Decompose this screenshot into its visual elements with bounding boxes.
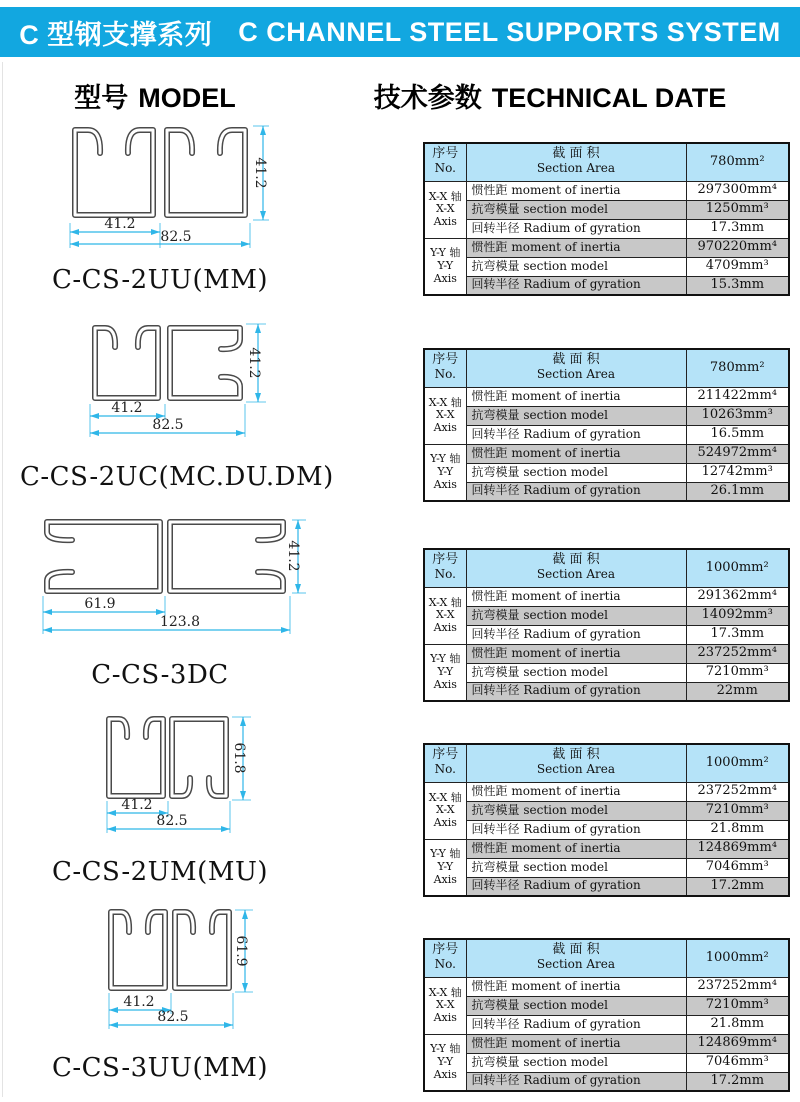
row-label: 抗弯模量 section model (466, 257, 686, 276)
yy-radius-of-gyration: 22mm (686, 682, 789, 701)
page-edge-artifact (2, 62, 3, 1097)
dim-height-label: 41.2 (246, 347, 262, 379)
dim-height-label: 61.8 (231, 742, 247, 774)
row-label: 回转半径 Radium of gyration (466, 625, 686, 644)
yy-moment-of-inertia: 970220mm⁴ (686, 238, 789, 257)
model-label: C-CS-2UC(MC.DU.DM) (20, 462, 334, 492)
xx-axis-cell: X-X 轴 X-X Axis (424, 387, 466, 444)
row-label: 惯性距 moment of inertia (466, 387, 686, 406)
dim-total-label: 82.5 (152, 417, 184, 433)
heading-tech-zh: 技术参数 (373, 83, 482, 113)
xx-radius-of-gyration: 16.5mm (686, 425, 789, 444)
col-header-section-area: 截 面 积 Section Area (466, 143, 686, 181)
row-label: 惯性距 moment of inertia (466, 782, 686, 801)
xx-section-model: 14092mm³ (686, 606, 789, 625)
yy-axis-cell: Y-Y 轴 Y-Y Axis (424, 839, 466, 896)
model-label: C-CS-2UU(MM) (51, 265, 269, 295)
channel-profile (47, 522, 160, 591)
section-area-value: 1000mm² (686, 939, 789, 977)
yy-section-model: 12742mm³ (686, 463, 789, 482)
row-label: 惯性距 moment of inertia (466, 181, 686, 200)
col-header-section-area: 截 面 积 Section Area (466, 744, 686, 782)
row-label: 惯性距 moment of inertia (466, 444, 686, 463)
yy-moment-of-inertia: 124869mm⁴ (686, 839, 789, 858)
yy-radius-of-gyration: 15.3mm (686, 276, 789, 295)
channel-profile (175, 912, 229, 988)
heading-model (40, 76, 270, 115)
xx-section-model: 1250mm³ (686, 200, 789, 219)
figure-c-cs-3dc-drawing (30, 510, 320, 638)
channel-profile (109, 719, 163, 796)
dim-total-label: 82.5 (156, 813, 188, 829)
xx-moment-of-inertia: 291362mm⁴ (686, 587, 789, 606)
row-label: 回转半径 Radium of gyration (466, 682, 686, 701)
col-header-no: 序号 No. (424, 939, 466, 977)
banner-title-zh: C 型钢支撑系列 (19, 19, 213, 50)
xx-moment-of-inertia: 237252mm⁴ (686, 977, 789, 996)
row-label: 惯性距 moment of inertia (466, 839, 686, 858)
yy-section-model: 7210mm³ (686, 663, 789, 682)
row-label: 惯性距 moment of inertia (466, 238, 686, 257)
figure-c-cs-3uu-drawing (97, 903, 282, 1033)
model-label: C-CS-3UU(MM) (51, 1053, 269, 1083)
dim-width-label: 41.2 (111, 400, 143, 416)
heading-model-en: MODEL (138, 83, 236, 113)
spec-table (423, 348, 788, 502)
channel-profile (170, 328, 240, 398)
dim-width-label: 61.9 (84, 596, 116, 612)
xx-section-model: 10263mm³ (686, 406, 789, 425)
dim-width-label: 41.2 (121, 797, 153, 813)
model-label: C-CS-3DC (91, 660, 229, 690)
yy-axis-cell: Y-Y 轴 Y-Y Axis (424, 1034, 466, 1091)
row-label: 回转半径 Radium of gyration (466, 877, 686, 896)
col-header-no: 序号 No. (424, 143, 466, 181)
col-header-section-area: 截 面 积 Section Area (466, 549, 686, 587)
xx-moment-of-inertia: 297300mm⁴ (686, 181, 789, 200)
row-label: 回转半径 Radium of gyration (466, 425, 686, 444)
section-area-value: 780mm² (686, 143, 789, 181)
section-area-value: 1000mm² (686, 744, 789, 782)
figure-c-cs-2uu-drawing (60, 118, 280, 258)
row-label: 抗弯模量 section model (466, 606, 686, 625)
row-label: 回转半径 Radium of gyration (466, 820, 686, 839)
col-header-no: 序号 No. (424, 349, 466, 387)
yy-moment-of-inertia: 524972mm⁴ (686, 444, 789, 463)
figure-c-cs-2um-drawing (95, 708, 280, 838)
col-header-no: 序号 No. (424, 744, 466, 782)
yy-axis-cell: Y-Y 轴 Y-Y Axis (424, 644, 466, 701)
yy-radius-of-gyration: 26.1mm (686, 482, 789, 501)
row-label: 惯性距 moment of inertia (466, 587, 686, 606)
yy-axis-cell: Y-Y 轴 Y-Y Axis (424, 238, 466, 295)
xx-radius-of-gyration: 17.3mm (686, 625, 789, 644)
yy-section-model: 4709mm³ (686, 257, 789, 276)
row-label: 惯性距 moment of inertia (466, 1034, 686, 1053)
xx-radius-of-gyration: 21.8mm (686, 820, 789, 839)
banner-title-en: C CHANNEL STEEL SUPPORTS SYSTEM (238, 16, 781, 47)
heading-model-zh: 型号 (74, 83, 129, 113)
channel-profile (95, 328, 158, 398)
row-label: 回转半径 Radium of gyration (466, 219, 686, 238)
channel-profile (172, 719, 226, 796)
xx-radius-of-gyration: 21.8mm (686, 1015, 789, 1034)
row-label: 抗弯模量 section model (466, 858, 686, 877)
col-header-section-area: 截 面 积 Section Area (466, 939, 686, 977)
dim-height-label: 41.2 (285, 540, 301, 572)
spec-table (423, 548, 788, 702)
section-area-value: 780mm² (686, 349, 789, 387)
dim-total-label: 82.5 (157, 1009, 189, 1025)
yy-axis-cell: Y-Y 轴 Y-Y Axis (424, 444, 466, 501)
row-label: 惯性距 moment of inertia (466, 977, 686, 996)
yy-section-model: 7046mm³ (686, 1053, 789, 1072)
col-header-section-area: 截 面 积 Section Area (466, 349, 686, 387)
figure-c-cs-2uc-drawing (80, 316, 280, 441)
dim-height-label: 61.9 (233, 935, 249, 967)
row-label: 抗弯模量 section model (466, 200, 686, 219)
spec-table (423, 938, 788, 1092)
xx-moment-of-inertia: 211422mm⁴ (686, 387, 789, 406)
spec-table (423, 142, 788, 296)
channel-profile (75, 130, 153, 215)
xx-axis-cell: X-X 轴 X-X Axis (424, 587, 466, 644)
xx-axis-cell: X-X 轴 X-X Axis (424, 782, 466, 839)
xx-moment-of-inertia: 237252mm⁴ (686, 782, 789, 801)
banner (0, 7, 800, 57)
xx-axis-cell: X-X 轴 X-X Axis (424, 181, 466, 238)
dim-total-label: 82.5 (160, 229, 192, 245)
row-label: 回转半径 Radium of gyration (466, 1015, 686, 1034)
xx-section-model: 7210mm³ (686, 801, 789, 820)
heading-technical-date (335, 76, 765, 115)
row-label: 抗弯模量 section model (466, 1053, 686, 1072)
yy-radius-of-gyration: 17.2mm (686, 1072, 789, 1091)
dim-total-label: 123.8 (159, 614, 201, 630)
row-label: 回转半径 Radium of gyration (466, 276, 686, 295)
row-label: 回转半径 Radium of gyration (466, 482, 686, 501)
heading-tech-en: TECHNICAL DATE (491, 83, 727, 113)
row-label: 抗弯模量 section model (466, 801, 686, 820)
channel-profile (111, 912, 165, 988)
dim-height-label: 41.2 (252, 157, 268, 189)
dim-width-label: 41.2 (123, 994, 155, 1010)
channel-profile (170, 522, 283, 591)
yy-radius-of-gyration: 17.2mm (686, 877, 789, 896)
col-header-no: 序号 No. (424, 549, 466, 587)
dim-width-label: 41.2 (104, 216, 136, 232)
row-label: 惯性距 moment of inertia (466, 644, 686, 663)
yy-moment-of-inertia: 237252mm⁴ (686, 644, 789, 663)
xx-section-model: 7210mm³ (686, 996, 789, 1015)
channel-profile (167, 130, 245, 215)
xx-radius-of-gyration: 17.3mm (686, 219, 789, 238)
row-label: 抗弯模量 section model (466, 663, 686, 682)
row-label: 抗弯模量 section model (466, 996, 686, 1015)
row-label: 抗弯模量 section model (466, 406, 686, 425)
yy-section-model: 7046mm³ (686, 858, 789, 877)
row-label: 回转半径 Radium of gyration (466, 1072, 686, 1091)
spec-table (423, 743, 788, 897)
model-label: C-CS-2UM(MU) (51, 857, 269, 887)
section-area-value: 1000mm² (686, 549, 789, 587)
xx-axis-cell: X-X 轴 X-X Axis (424, 977, 466, 1034)
yy-moment-of-inertia: 124869mm⁴ (686, 1034, 789, 1053)
row-label: 抗弯模量 section model (466, 463, 686, 482)
